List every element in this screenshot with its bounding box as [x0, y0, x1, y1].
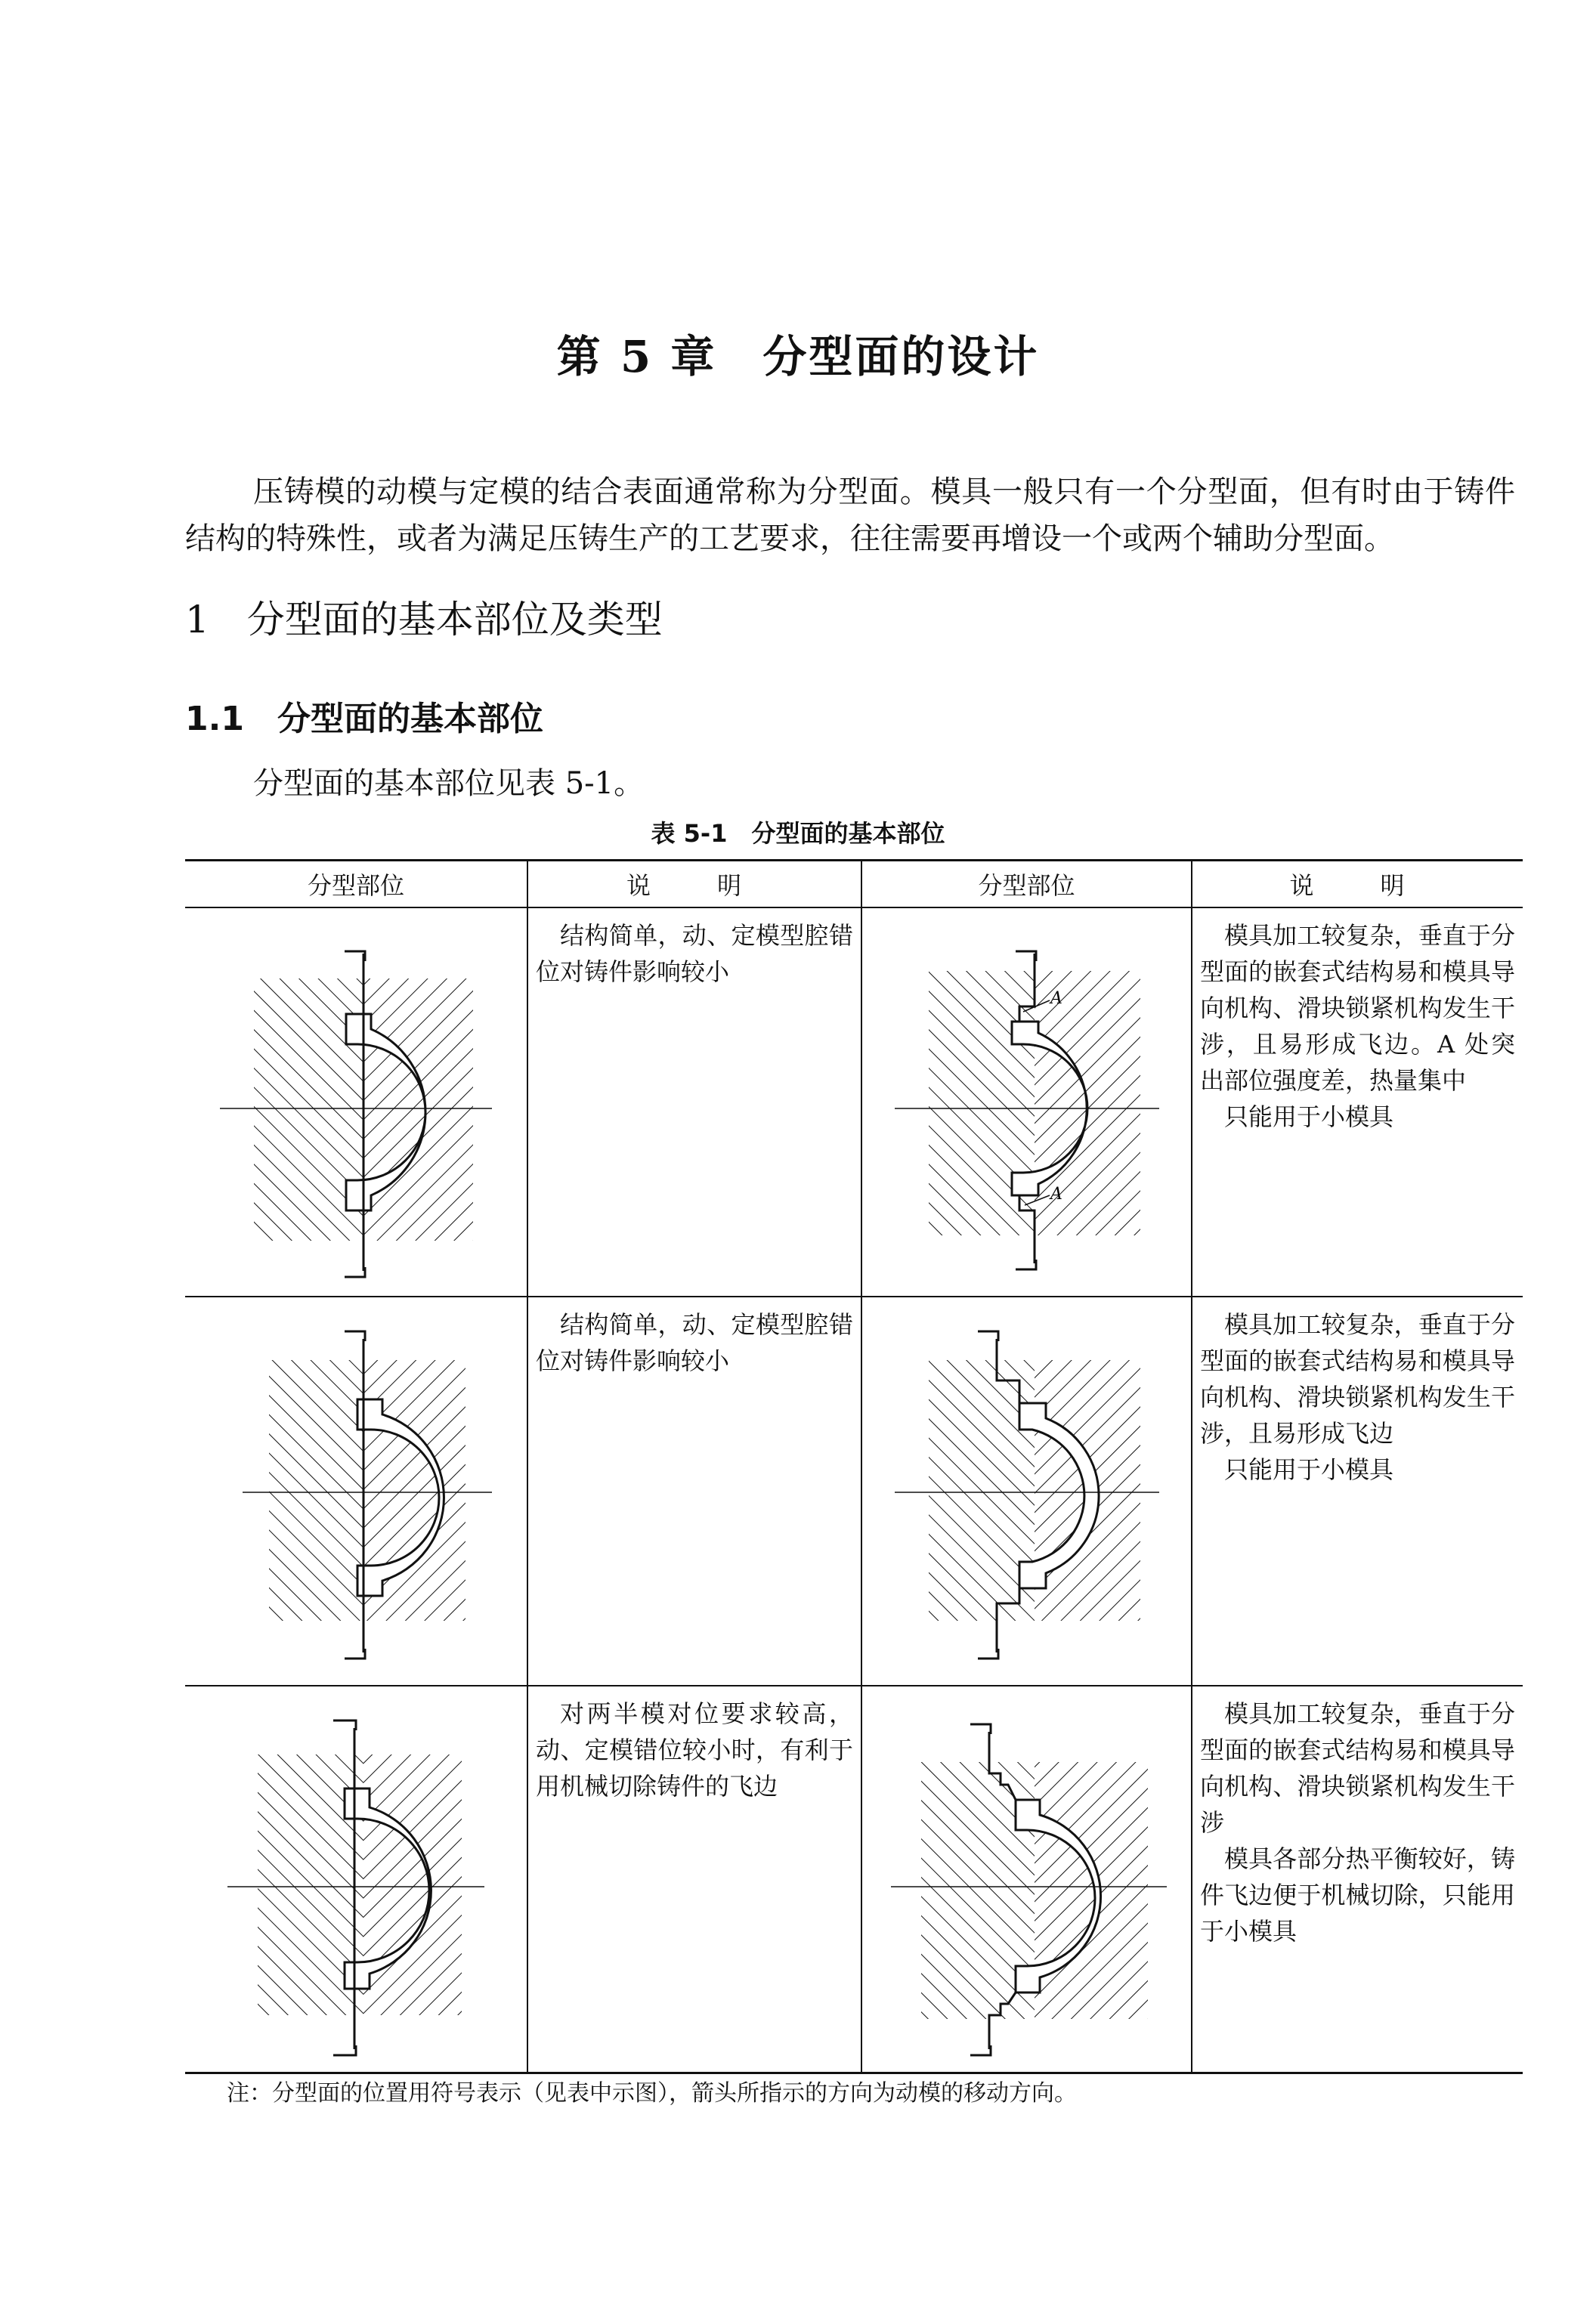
description-text: 模具加工较复杂，垂直于分型面的嵌套式结构易和模具导向机构、滑块锁紧机构发生干涉，且易形成飞边: [1200, 1309, 1515, 1448]
parting-diagram-nested: [865, 1297, 1189, 1683]
table-row: [185, 907, 1523, 1297]
description-text: 模具加工较复杂，垂直于分型面的嵌套式结构易和模具导向机构、滑块锁紧机构发生干涉，且易形成飞边。A 处突出部位强度差，热量集中: [1200, 920, 1515, 1095]
description-text: 模具加工较复杂，垂直于分型面的嵌套式结构易和模具导向机构、滑块锁紧机构发生干涉: [1200, 1699, 1515, 1837]
figure-cell: [861, 1686, 1192, 2073]
description-text: 只能用于小模具: [1224, 1102, 1394, 1131]
parting-diagram-straight: [190, 908, 522, 1294]
description-cell: [527, 1686, 861, 2073]
parting-diagram-straight: [190, 1297, 522, 1683]
description-text: 只能用于小模具: [1224, 1455, 1394, 1484]
subsection-heading: 1.1 分型面的基本部位: [185, 700, 543, 738]
table-row: [185, 1297, 1523, 1686]
subsection-text: 分型面的基本部位见表 5-1。: [253, 766, 645, 801]
header-parting-position: 分型部位: [861, 861, 1192, 907]
header-description: 说 明: [1192, 861, 1523, 907]
table-note: 注：分型面的位置用符号表示（见表中示图），箭头所指示的方向为动模的移动方向。: [227, 2080, 1077, 2107]
description-cell: [1192, 907, 1523, 1297]
header-description: 说 明: [527, 861, 861, 907]
table-row: [185, 1686, 1523, 2073]
chapter-title: 第 5 章 分型面的设计: [556, 331, 1040, 382]
figure-cell: [185, 907, 527, 1297]
label-a: A: [1050, 1184, 1062, 1204]
figure-cell: [861, 1297, 1192, 1686]
table-caption: 表 5-1 分型面的基本部位: [651, 819, 945, 848]
description-text: 结构简单，动、定模型腔错位对铸件影响较小: [536, 1309, 853, 1375]
label-a: A: [1050, 988, 1062, 1008]
figure-cell: [861, 907, 1192, 1297]
description-cell: [1192, 1686, 1523, 2073]
header-parting-position: 分型部位: [185, 861, 527, 907]
parting-diagram-cut-flash: [190, 1686, 522, 2072]
figure-cell: [185, 1686, 527, 2073]
parting-surface-table: [185, 859, 1523, 2074]
table-header-row: [185, 861, 1523, 907]
description-cell: [1192, 1297, 1523, 1686]
description-text: 对两半模对位要求较高，动、定模错位较小时，有利于用机械切除铸件的飞边: [536, 1699, 853, 1801]
description-cell: [527, 1297, 861, 1686]
parting-diagram-nested-stepped: [865, 1686, 1189, 2072]
parting-diagram-nested-a: [865, 908, 1189, 1294]
section-heading: 1 分型面的基本部位及类型: [185, 598, 663, 641]
figure-cell: [185, 1297, 527, 1686]
description-text: 模具各部分热平衡较好，铸件飞边便于机械切除，只能用于小模具: [1200, 1844, 1515, 1946]
description-text: 结构简单，动、定模型腔错位对铸件影响较小: [536, 920, 853, 986]
intro-paragraph: 压铸模的动模与定模的结合表面通常称为分型面。模具一般只有一个分型面，但有时由于铸件结构的特殊性，或者为满足压铸生产的工艺要求，往往需要再增设一个或两个辅助分型面。: [185, 475, 1515, 556]
description-cell: [527, 907, 861, 1297]
